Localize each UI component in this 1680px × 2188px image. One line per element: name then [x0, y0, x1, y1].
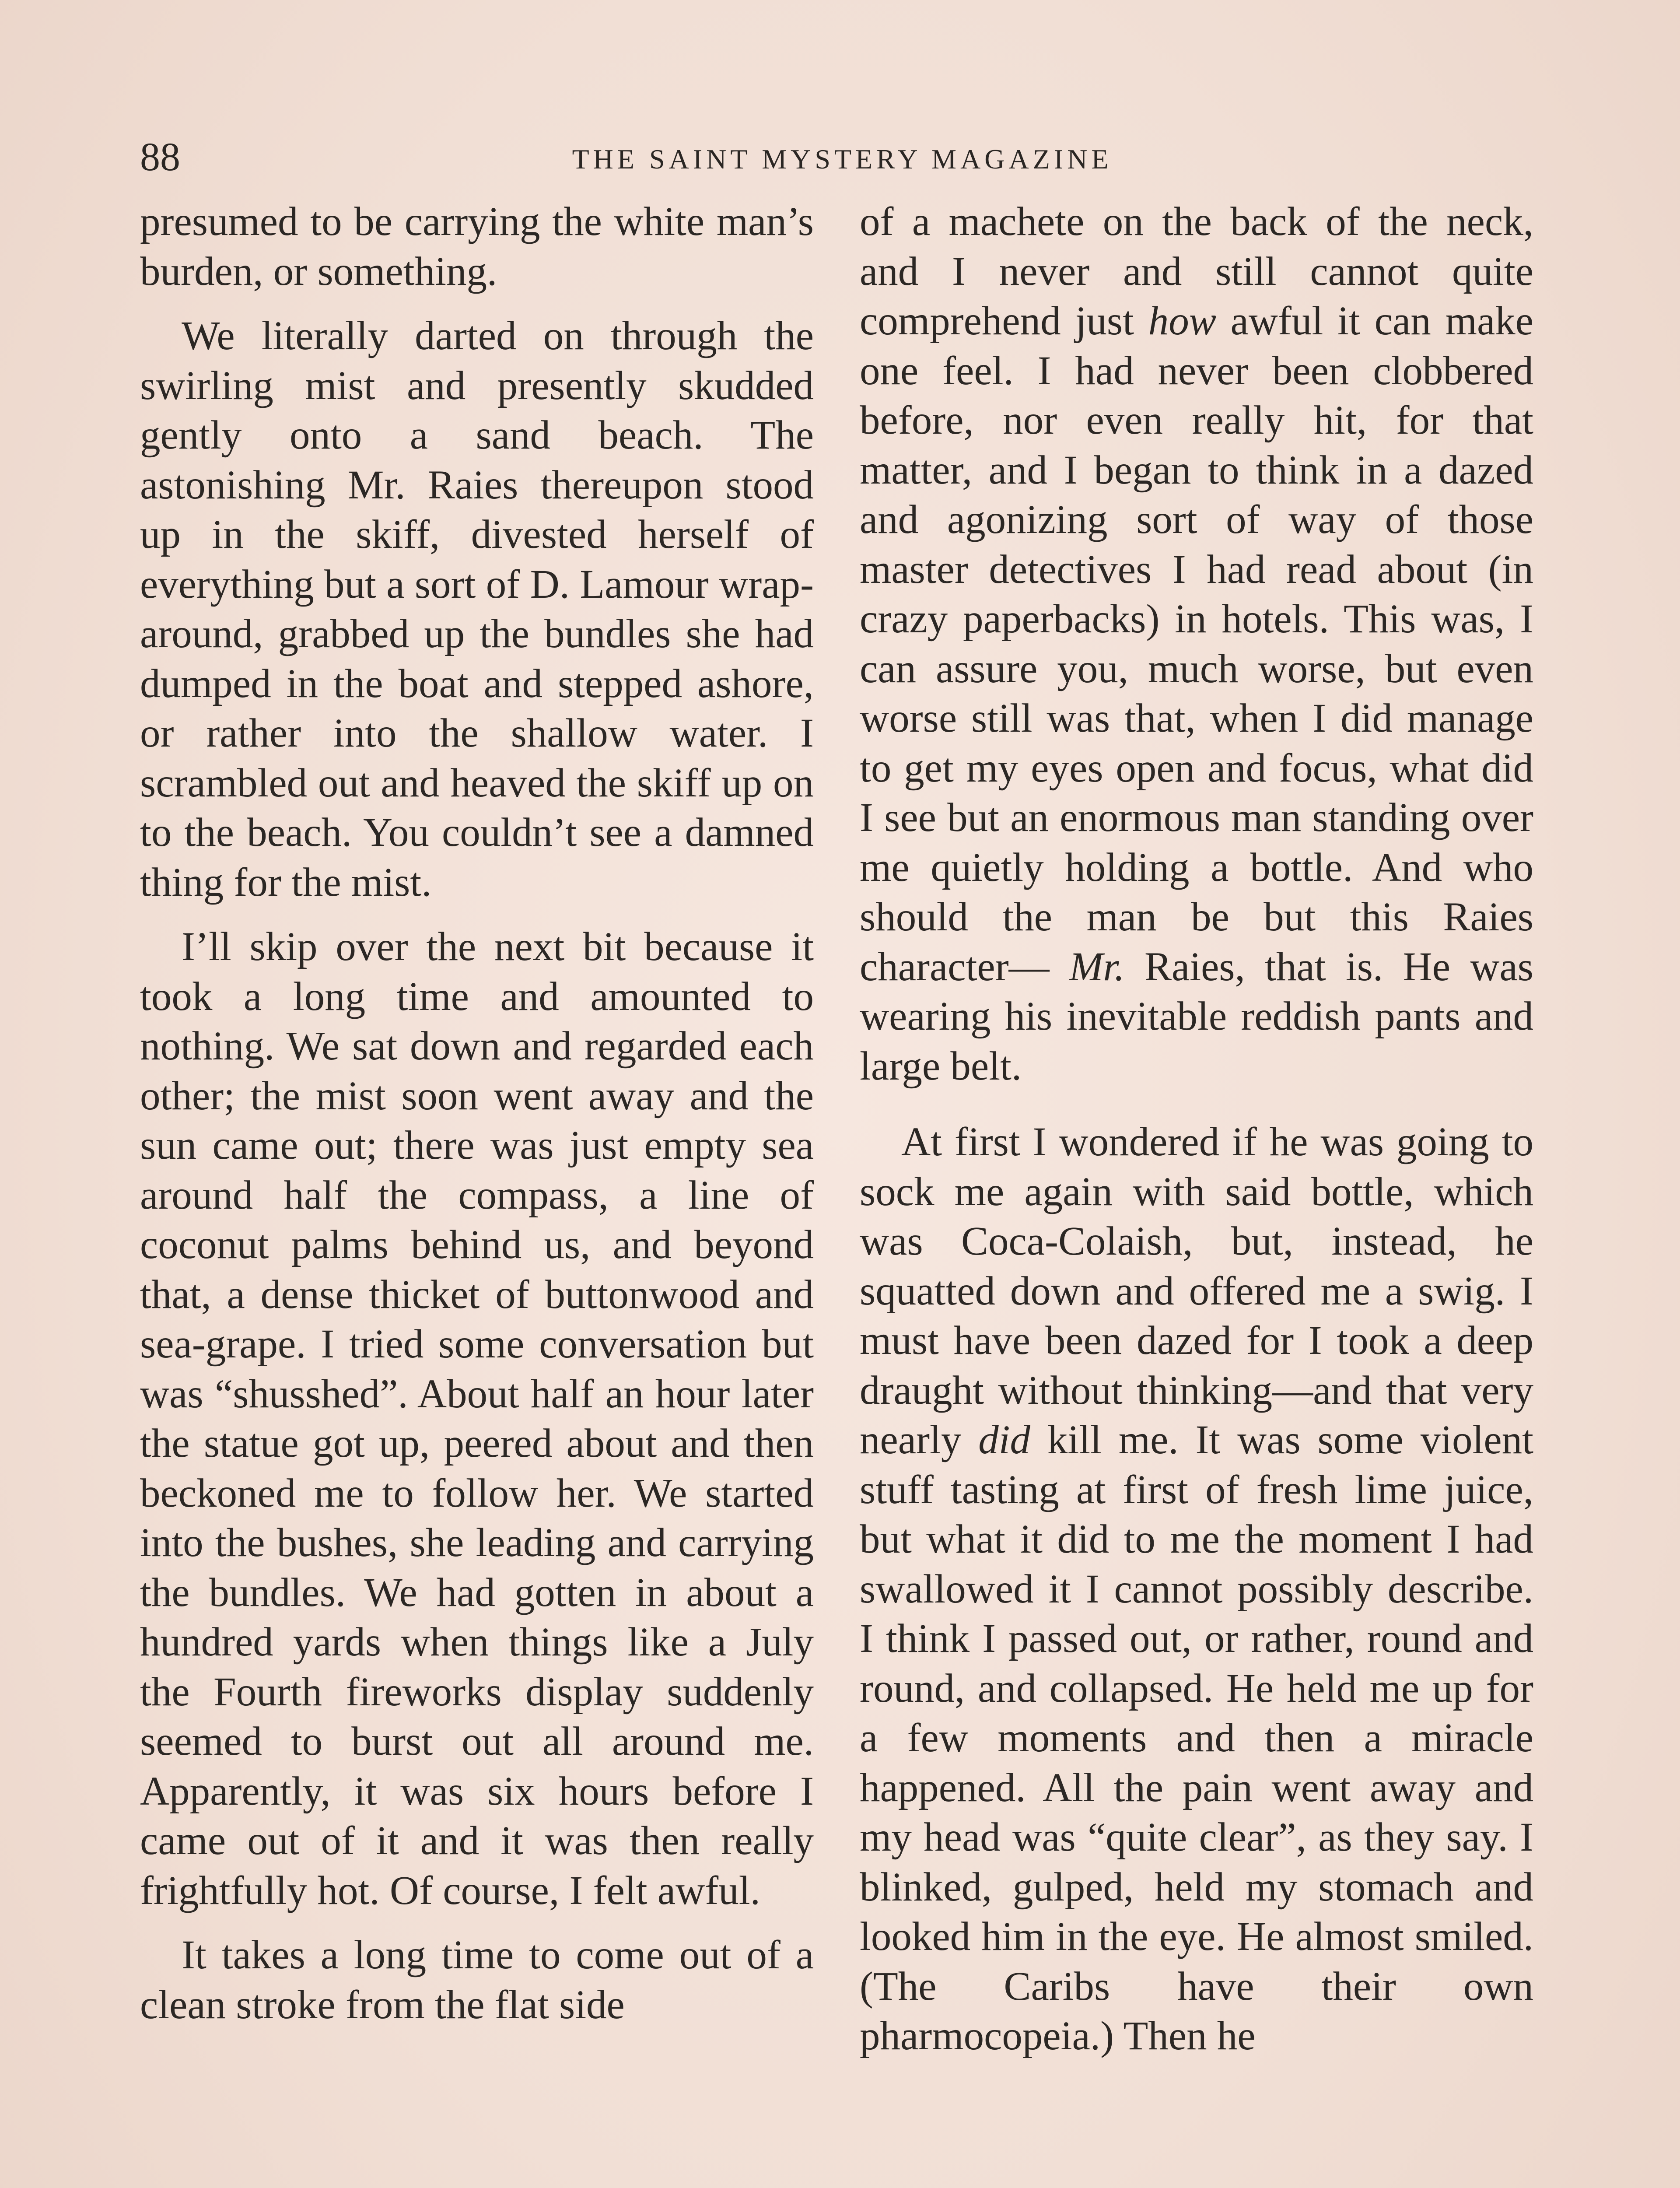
right-column	[860, 197, 1533, 2188]
paragraph: I’ll skip over the next bit because it took a long time and amounted to nothing. We sat down and regarded each other; the mist soon went away and the sun came out; there was just empty sea around half the compass, a line of coconut palms behind us, and beyond that, a dense thicket of buttonwood and sea-grape. I tried some conversation but was “shusshed”. About half an hour later the statue got up, peered about and then beckoned me to follow her. We started into the bushes, she leading and carrying the bundles. We had gotten in about a hundred yards when things like a July the Fourth fireworks display suddenly seemed to burst out all around me. Apparently, it was six hours before I came out of it and it was then really frightfully hot. Of course, I felt awful.	[140, 924, 814, 1913]
text-run: awful it can make one feel. I had never been clobbered before, nor even really hit, for that matter, and I began to think in a dazed and agonizing sort of way of those master detectives I had read about (in crazy paperbacks) in hotels. This was, I can assure you, much worse, but even worse still was that, when I did manage to get my eyes open and focus, what did I see but an enormous man standing over me quietly holding a bottle. And who should the man be but this Raies character—	[860, 298, 1533, 989]
italic-text: how	[1148, 298, 1216, 344]
italic-text: did	[978, 1417, 1031, 1462]
left-column	[140, 197, 814, 2188]
running-head: THE SAINT MYSTERY MAGAZINE	[572, 144, 1113, 175]
italic-text: Mr.	[1069, 944, 1125, 989]
paragraph: It takes a long time to come out of a clean stroke from the flat side	[140, 1932, 814, 2027]
text-run: of a machete on the back of the neck, and I never and still cannot quite comprehend just	[860, 199, 1533, 344]
page-number: 88	[140, 134, 180, 179]
paragraph	[860, 197, 1533, 1091]
text-run: Raies, that is. He was wearing his inevitable reddish pants and large belt.	[860, 944, 1533, 1089]
text-run: At first I wondered if he was going to sock me again with said bottle, which was Coca-Colaish, but, instead, he squatted down and offered me a swig. I must have been dazed for I took a deep draught without thinking—and that very nearly	[860, 1119, 1533, 1462]
page-header	[140, 133, 1544, 182]
paragraph	[860, 1117, 1533, 2061]
text-run: kill me. It was some violent stuff tasting at first of fresh lime juice, but what it did to me the moment I had swallowed it I cannot possibly describe. I think I passed out, or rather, round and round, and collapsed. He held me up for a few moments and then a miracle happened. All the pain went away and my head was “quite clear”, as they say. I blinked, gulped, held my stomach and looked him in the eye. He almost smiled. (The Caribs have their own pharmocopeia.) Then he	[860, 1417, 1533, 2058]
paragraph: We literally darted on through the swirling mist and presently skudded gently onto a sand beach. The astonishing Mr. Raies thereupon stood up in the skiff, divested herself of everything but a sort of D. Lamour wrap-around, grabbed up the bundles she had dumped in the boat and stepped ashore, or rather into the shallow water. I scrambled out and heaved the skiff up on to the beach. You couldn’t see a damned thing for the mist.	[140, 313, 814, 905]
paragraph: presumed to be carrying the white man’s burden, or something.	[140, 199, 814, 294]
